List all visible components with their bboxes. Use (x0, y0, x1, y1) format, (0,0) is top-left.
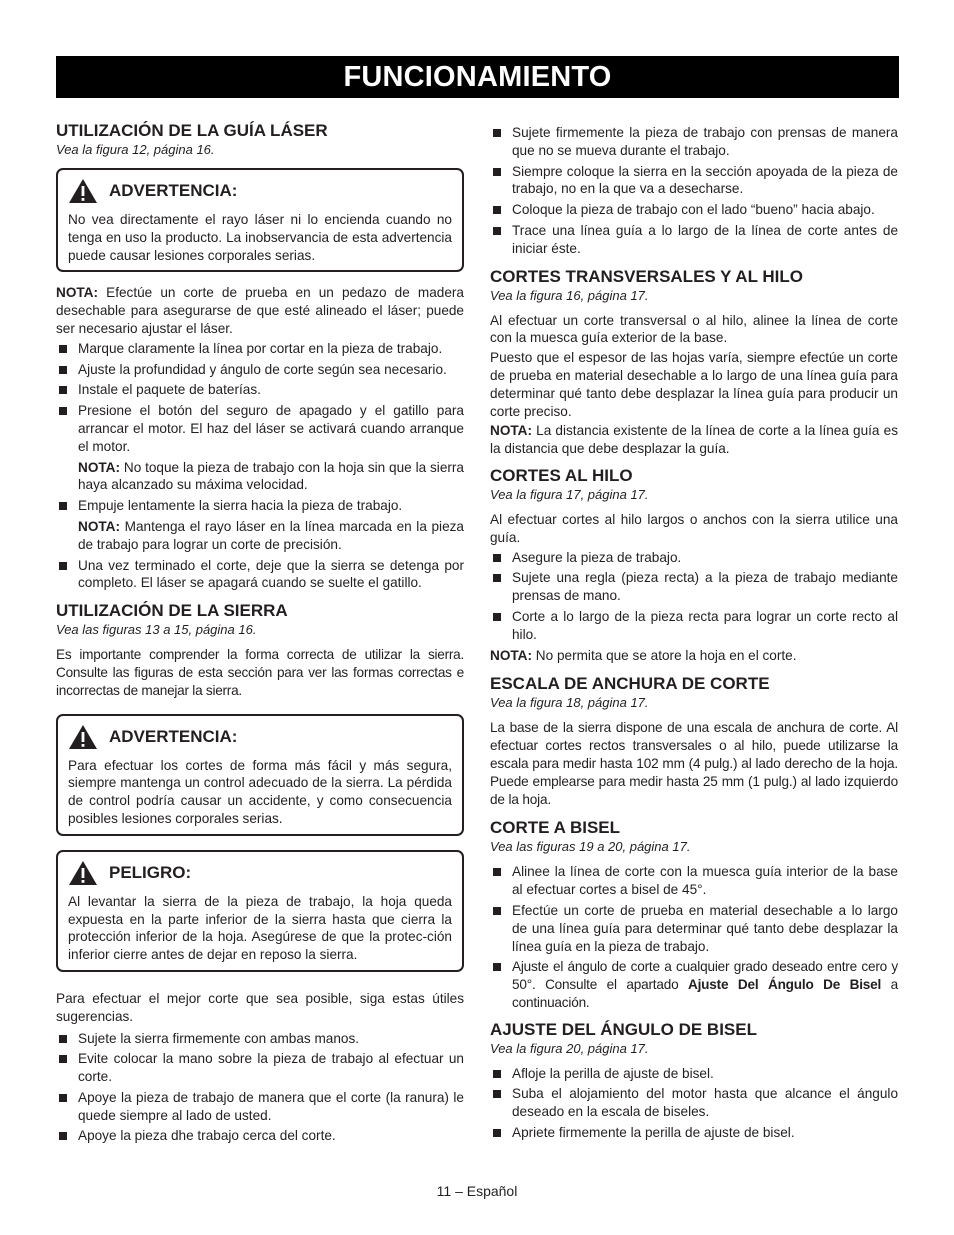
note-text: Efectúe un corte de prueba en un pedazo de madera desechable para asegurarse de que esté alineado el láser; puede ser necesario ajustar el láser. (56, 285, 464, 336)
list-item: Coloque la pieza de trabajo con el lado “bueno” hacia abajo. (490, 201, 898, 219)
list-item: Suba el alojamiento del motor hasta que alcance el ángulo deseado en la escala de biseles. (490, 1085, 898, 1121)
warning-box-control (56, 714, 464, 836)
laser-steps-list-2 (56, 497, 464, 515)
list-item: Siempre coloque la sierra en la sección apoyada de la pieza de trabajo, no en la que va a desecharse. (490, 163, 898, 199)
width-scale-heading: ESCALA DE ANCHURA DE CORTE (490, 674, 770, 694)
bevel-step-link-text: Ajuste Del Ángulo De Bisel (687, 977, 882, 993)
sub-note (56, 518, 464, 554)
rip-cut-ref: Vea la figura 17, página 17. (490, 486, 649, 502)
warning-triangle-icon (68, 724, 98, 750)
note-text: La distancia existente de la línea de corte a la línea guía es la distancia que debe desplazar la guía. (490, 423, 898, 457)
bevel-cut-heading: CORTE A BISEL (490, 818, 621, 838)
bevel-cut-ref: Vea las figuras 19 a 20, página 17. (490, 839, 691, 855)
warning-box-laser (56, 168, 464, 272)
danger-box (56, 850, 464, 972)
bevel-adjust-heading: AJUSTE DEL ÁNGULO DE BISEL (490, 1019, 757, 1039)
list-item: Afloje la perilla de ajuste de bisel. (490, 1065, 898, 1083)
note-paragraph (56, 284, 464, 337)
list-item: Apriete firmemente la perilla de ajuste de bisel. (490, 1124, 898, 1142)
rip-cut-text: Al efectuar cortes al hilo largos o anchos con la sierra utilice una guía. (490, 511, 898, 545)
list-item: Sujete firmemente la pieza de trabajo con prensas de manera que no se mueva durante el trabajo. (490, 124, 898, 160)
list-item: Alinee la línea de corte con la muesca guía interior de la base al efectuar cortes a bisel de 45°. (490, 863, 898, 899)
warning-text: No vea directamente el rayo láser ni lo encienda cuando no tenga en uso la producto. La inobservancia de esta advertencia puede causar lesiones corporales serias. (68, 212, 452, 263)
sub-note (56, 459, 464, 495)
note-label: NOTA: (490, 423, 533, 439)
left-column (56, 121, 464, 1148)
bevel-adjust-ref: Vea la figura 20, página 17. (490, 1040, 649, 1056)
tips-list (490, 124, 898, 258)
saw-use-text: Es importante comprender la forma correcta de utilizar la sierra. Consulte las figuras de esta sección para ver las formas correctas e incorrectas de manejar la sierra. (56, 647, 464, 698)
list-item: Efectúe un corte de prueba en material desechable a lo largo de una línea guía para determinar qué tanto debe desplazar la línea guía en la pieza de trabajo. (490, 902, 898, 955)
note-text: Mantenga el rayo láser en la línea marcada en la pieza de trabajo para lograr un corte de precisión. (78, 518, 464, 552)
laser-guide-ref: Vea la figura 12, página 16. (56, 142, 215, 157)
warning-triangle-icon (68, 860, 98, 886)
list-item: Marque claramente la línea por cortar en la pieza de trabajo. (56, 340, 464, 358)
list-item: Presione el botón del seguro de apagado y el gatillo para arrancar el motor. El haz del láser se activará cuando arranque el motor. (56, 402, 464, 455)
list-item: Sujete una regla (pieza recta) a la pieza de trabajo mediante prensas de mano. (490, 569, 898, 605)
note-text: No permita que se atore la hoja en el corte. (532, 647, 797, 663)
list-item: Una vez terminado el corte, deje que la sierra se detenga por completo. El láser se apagará cuando se suelte el gatillo. (56, 557, 464, 593)
bevel-step-text: Ajuste el ángulo de corte a cualquier grado deseado entre cero y 50°. Consulte el apartado (512, 959, 898, 993)
laser-guide-heading: UTILIZACIÓN DE LA GUÍA LÁSER (56, 121, 328, 140)
section-banner: FUNCIONAMIENTO (56, 56, 899, 98)
bevel-adjust-list (490, 1065, 898, 1142)
best-cut-text: Para efectuar el mejor corte que sea posible, siga estas útiles sugerencias. (56, 990, 464, 1024)
list-item: Instale el paquete de baterías. (56, 381, 464, 399)
rip-cut-heading: CORTES AL HILO (490, 465, 633, 485)
note-text: No toque la pieza de trabajo con la hoja sin que la sierra haya alcanzado su máxima velocidad. (78, 459, 464, 493)
list-item: Apoye la pieza de trabajo de manera que el corte (la ranura) le quede siempre al lado de usted. (56, 1089, 464, 1125)
warning-triangle-icon (68, 178, 98, 204)
bevel-cut-list (490, 863, 898, 1011)
list-item: Corte a lo largo de la pieza recta para lograr un corte recto al hilo. (490, 608, 898, 644)
note-label: NOTA: (490, 647, 533, 663)
list-item: Sujete la sierra firmemente con ambas manos. (56, 1030, 464, 1048)
list-item: Asegure la pieza de trabajo. (490, 549, 898, 567)
warning-title: ADVERTENCIA: (109, 726, 238, 746)
danger-title: PELIGRO: (109, 862, 192, 882)
danger-text: Al levantar la sierra de la pieza de trabajo, la hoja queda expuesta en la parte inferior de la sierra hasta que cierra la protección inferior de la hoja. Asegúrese de que la protec-ción inferior cierre antes de dejar en reposo la sierra. (68, 893, 452, 963)
bevel-step-text-end: a continuación. (512, 977, 899, 1010)
page-number: 11 – Español (436, 1183, 518, 1199)
rip-cut-list (490, 549, 898, 644)
list-item (490, 958, 898, 1011)
note-paragraph (490, 647, 898, 665)
width-scale-ref: Vea la figura 18, página 17. (490, 695, 649, 711)
note-paragraph (490, 422, 898, 458)
crosscut-ref: Vea la figura 16, página 17. (490, 287, 649, 303)
right-column (490, 124, 898, 1145)
best-cut-list (56, 1030, 464, 1146)
width-scale-text: La base de la sierra dispone de una escala de anchura de corte. Al efectuar cortes rectos transversales o al hilo, puede utilizarse la escala para medir hasta 102 mm (4 pulg.) al lado derecho de la hoja. Puede emplearse para medir hasta 25 mm (1 pulg.) al lado izquierdo de la hoja. (490, 720, 898, 807)
warning-text: Para efectuar los cortes de forma más fácil y más segura, siempre mantenga un control adecuado de la sierra. La pérdida de control podría causar un accidente, y como consecuencia posibles lesiones corporales serias. (68, 757, 452, 826)
crosscut-heading: CORTES TRANSVERSALES Y AL HILO (490, 266, 803, 286)
laser-steps-list-3 (56, 557, 464, 593)
laser-steps-list (56, 340, 464, 456)
list-item: Apoye la pieza dhe trabajo cerca del corte. (56, 1127, 464, 1145)
crosscut-text-1: Al efectuar un corte transversal o al hilo, alinee la línea de corte con la muesca guía exterior de la base. (490, 312, 898, 346)
saw-use-ref: Vea las figuras 13 a 15, página 16. (56, 622, 257, 638)
note-label: NOTA: (78, 518, 121, 534)
warning-title: ADVERTENCIA: (109, 181, 238, 200)
note-label: NOTA: (56, 285, 99, 301)
list-item: Evite colocar la mano sobre la pieza de trabajo al efectuar un corte. (56, 1050, 464, 1086)
note-label: NOTA: (78, 459, 121, 475)
list-item: Ajuste la profundidad y ángulo de corte según sea necesario. (56, 361, 464, 379)
crosscut-text-2: Puesto que el espesor de las hojas varía, siempre efectúe un corte de prueba en material desechable a lo largo de una línea guía para determinar qué tanto debe desplazar la línea guía para producir un corte preciso. (490, 350, 898, 419)
list-item: Empuje lentamente la sierra hacia la pieza de trabajo. (56, 497, 464, 515)
saw-use-heading: UTILIZACIÓN DE LA SIERRA (56, 601, 288, 621)
list-item: Trace una línea guía a lo largo de la línea de corte antes de iniciar éste. (490, 222, 898, 258)
